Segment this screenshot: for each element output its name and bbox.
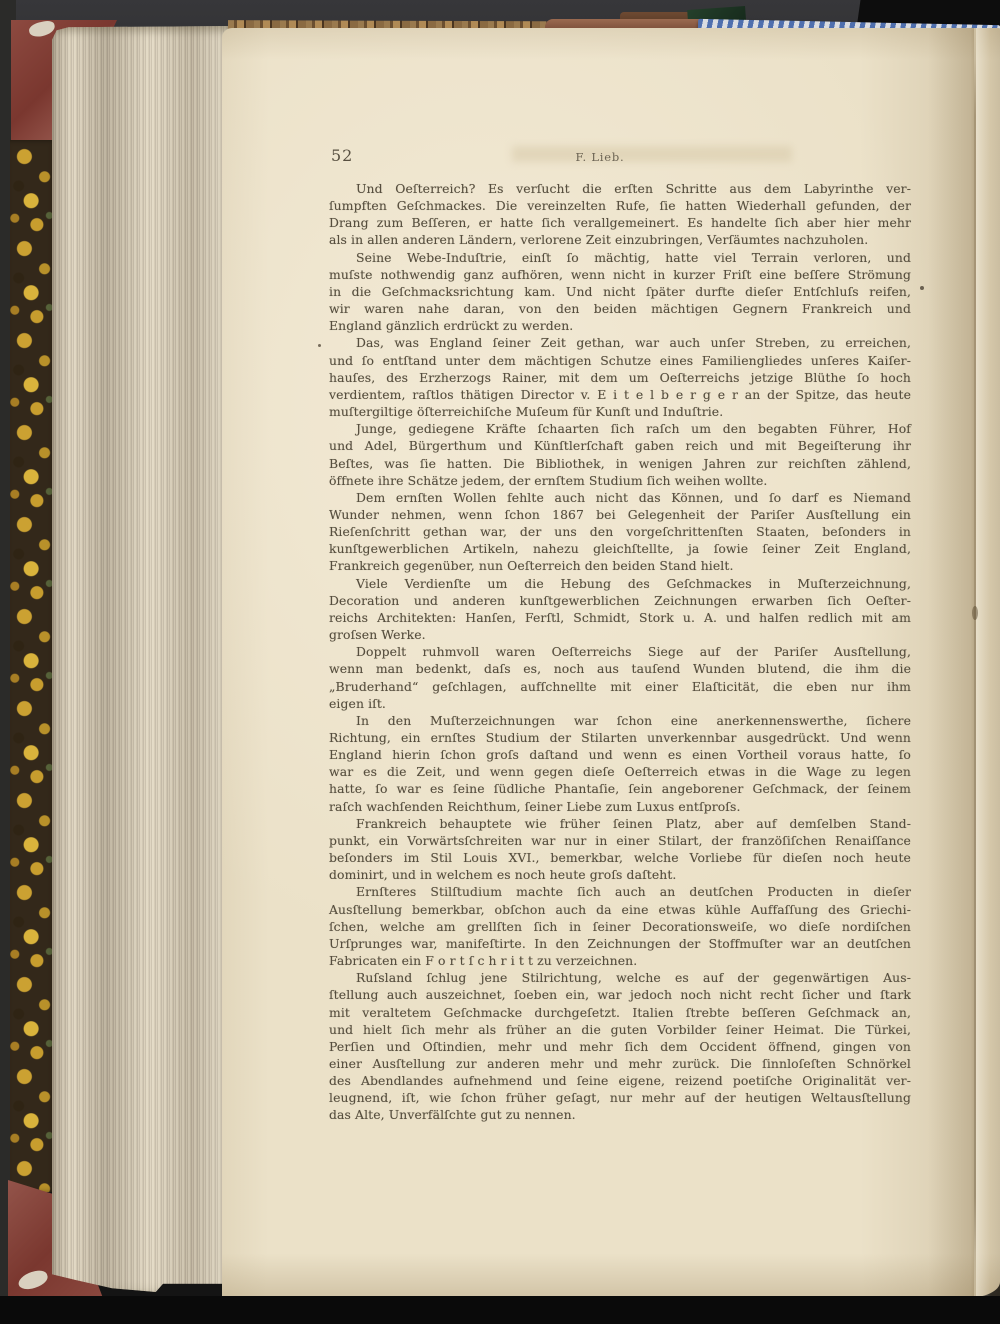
text-line: Das, was England ſeiner Zeit gethan, war auch unſer Streben, zu erreichen, bbox=[356, 335, 911, 351]
text-line: Und Oeſterreich? Es verſucht die erſten Schritte aus dem Labyrinthe ver- bbox=[356, 181, 911, 196]
page-surface bbox=[222, 28, 1000, 1298]
text-line: Viele Verdienſte um die Hebung des Geſchmackes in Muſterzeichnung, bbox=[356, 575, 911, 591]
text-line: Ernſteres Stilſtudium machte ſich auch an deutſchen Producten in dieſer bbox=[356, 884, 911, 900]
text-line: muſtergiltige öſterreichiſche Muſeum für Kunſt und Induſtrie. bbox=[329, 404, 724, 420]
text-line: war es die Zeit, und wenn gegen dieſe Oeſterreich etwas in die Wage zu legen bbox=[329, 764, 911, 780]
text-line: Dem ernſten Wollen fehlte auch nicht das Können, und ſo darf es Niemand bbox=[356, 489, 911, 505]
ink-speck bbox=[920, 286, 924, 290]
text-line: kunſtgewerblichen Artikeln, nahezu gleichſtellte, ja ſowie ſeiner Zeit England, bbox=[329, 541, 911, 557]
text-line: öffnete ihre Schätze jedem, der ernſtem Studium ſich weihen wollte. bbox=[329, 472, 768, 488]
text-line: und hielt ſich mehr als früher an die guten Vorbilder ſeiner Heimat. Die Türkei, bbox=[329, 1021, 911, 1037]
text-line: hauſes, des Erzherzogs Rainer, mit dem um Oeſterreichs jetzige Blüthe ſo hoch bbox=[329, 369, 911, 385]
text-line: und Adel, Bürgerthum und Künſtlerſchaft gaben reich und mit Begeiſterung ihr bbox=[329, 438, 911, 454]
text-line: in die Geſchmacksrichtung kam. Und nicht ſpäter durfte dieſer Entſchluſs reifen, bbox=[329, 283, 911, 299]
text-line: reichs Architekten: Hanſen, Ferſtl, Schmidt, Stork u. A. und halfen redlich mit am bbox=[329, 609, 911, 625]
text-line: raſch wachſenden Reichthum, ſeiner Liebe zum Luxus entſproſs. bbox=[329, 798, 741, 814]
marbled-cover-edge bbox=[10, 140, 58, 1192]
text-line: Wunder nehmen, wenn ſchon 1867 bei Gelegenheit der Pariſer Ausſtellung ein bbox=[329, 506, 911, 522]
text-line: mit veraltetem Geſchmacke durchgeſetzt. Italien ſtrebte beſſeren Geſchmack an, bbox=[329, 1004, 911, 1020]
paragraph bbox=[329, 249, 911, 335]
text-line: groſsen Werke. bbox=[329, 627, 426, 643]
text-line: und ſo entſtand unter dem mächtigen Schutze eines Familiengliedes unſeres Kaiſer- bbox=[329, 352, 911, 368]
text-line: Urſprunges war, manifeſtirte. In den Zeichnungen der Stoffmuſter war an deutſchen bbox=[329, 935, 911, 951]
text-line: dominirt, und in welchem es noch heute groſs daſteht. bbox=[329, 867, 677, 883]
paragraph bbox=[329, 180, 911, 249]
paragraph bbox=[329, 643, 911, 712]
text-line: Richtung, ein ernſtes Studium der Stilarten unverkennbar ausgedrückt. Und wenn bbox=[329, 730, 911, 745]
gutter-right-page-edge bbox=[976, 28, 1000, 1298]
text-line: Decoration und anderen kunſtgewerblichen Zeichnungen erwarben ſich Oeſter- bbox=[329, 592, 911, 608]
text-line: Doppelt ruhmvoll waren Oeſterreichs Siege auf der Pariſer Ausſtellung, bbox=[356, 644, 911, 660]
paragraph bbox=[329, 334, 911, 420]
text-line: wenn man bedenkt, daſs es, noch aus tauſend Wunden blutend, die ihm die bbox=[329, 661, 911, 677]
text-line: Junge, gediegene Kräfte ſchaarten ſich raſch um den begabten Führer, Hof bbox=[356, 421, 911, 437]
text-block bbox=[329, 180, 911, 1124]
text-line: hatte, ſo war es ſeine ſüdliche Phantaſie, ſein angeborener Geſchmack, der ſeinem bbox=[329, 781, 911, 797]
paragraph bbox=[329, 969, 911, 1123]
text-line: ſumpften Geſchmackes. Die vereinzelten Rufe, ſie hatten Wiederhall gefunden, der bbox=[329, 198, 911, 214]
text-line: ſchen, welche am grellſten ſich in ſeiner Decorationsweiſe, wo dieſe nordiſchen bbox=[329, 918, 911, 934]
running-header: F. Lieb. bbox=[575, 150, 625, 164]
text-line: als in allen anderen Ländern, verlorene Zeit einzubringen, Verſäumtes nachzuholen. bbox=[329, 232, 869, 248]
text-line: ſtellung auch auszeichnet, ſoeben ein, war jedoch noch nicht recht ſicher und ſtark bbox=[329, 987, 911, 1003]
text-line: Frankreich gegenüber, nun Oeſterreich den beiden Stand hielt. bbox=[329, 558, 734, 574]
page-flaw-speck bbox=[972, 606, 978, 620]
paragraph bbox=[329, 489, 911, 575]
text-line: „Bruderhand“ geſchlagen, aufſchnellte mit einer Elaſticität, die eben nur ihm bbox=[329, 678, 911, 694]
text-line: In den Muſterzeichnungen war ſchon eine anerkennenswerthe, ſichere bbox=[356, 712, 911, 728]
text-line: eigen iſt. bbox=[329, 695, 386, 711]
backdrop-bottom bbox=[0, 1296, 1000, 1324]
text-line: beſonders im Stil Louis XVI., bemerkbar, welche Vorliebe für dieſen noch heute bbox=[329, 850, 911, 866]
paragraph bbox=[329, 420, 911, 489]
text-line: verdientem, raſtlos thätigen Director v. E i t e l b e r g e r an der Spitze, das heute bbox=[329, 386, 911, 402]
text-line: Rieſenſchritt gethan war, der uns den vorgeſchrittenſten Staaten, beſonders in bbox=[329, 524, 911, 540]
paragraph bbox=[329, 575, 911, 644]
paragraph bbox=[329, 712, 911, 815]
gutter-crease bbox=[974, 28, 976, 1298]
text-line: England gänzlich erdrückt zu werden. bbox=[329, 318, 574, 334]
paragraph bbox=[329, 815, 911, 884]
gutter-shading bbox=[928, 28, 974, 1298]
text-line: einer Ausſtellung zur anderen mehr und mehr zurück. Die ſinnloſeſten Schnörkel bbox=[329, 1055, 911, 1071]
text-line: Ausſtellung bemerkbar, obſchon auch da eine etwas kühle Auffaſſung des Griechi- bbox=[329, 901, 911, 917]
text-line: Drang zum Beſſeren, er hatte ſich verallgemeinert. Es handelte ſich aber hier mehr bbox=[329, 215, 911, 231]
text-line: Seine Webe-Induſtrie, einſt ſo mächtig, hatte viel Terrain verloren, und bbox=[356, 249, 911, 265]
ink-speck bbox=[318, 344, 321, 347]
fanned-page-edges bbox=[52, 26, 234, 1292]
text-line: Frankreich behauptete wie früher ſeinen Platz, aber auf demſelben Stand- bbox=[356, 815, 911, 831]
text-line: leugnend, iſt, wie ſchon früher geſagt, nur mehr auf der heutigen Weltausſtellung bbox=[329, 1090, 911, 1106]
paragraph bbox=[329, 883, 911, 969]
page-number: 52 bbox=[331, 146, 354, 165]
text-line: wir waren nahe daran, von den beiden mächtigen Gegnern Frankreich und bbox=[329, 301, 911, 317]
text-line: das Alte, Unverfälſchte gut zu nennen. bbox=[329, 1107, 576, 1123]
text-line: England hierin ſchon groſs daſtand und wenn es einen Vortheil voraus hatte, ſo bbox=[329, 747, 911, 763]
text-line: Ruſsland ſchlug jene Stilrichtung, welche es auf der gegenwärtigen Aus- bbox=[356, 970, 911, 986]
page-header bbox=[329, 146, 911, 168]
text-line: Fabricaten ein F o r t ſ c h r i t t zu verzeichnen. bbox=[329, 953, 638, 969]
text-line: des Abendlandes aufnehmend und ſeine eigene, reizend poetiſche Originalität ver- bbox=[329, 1073, 911, 1089]
text-line: punkt, ein Vorwärtsſchreiten war nur in einer Stilart, der franzöſiſchen Renaiſſance bbox=[329, 832, 911, 848]
text-line: Beſtes, was ſie hatten. Die Bibliothek, in wenigen Jahren zur reichſten zählend, bbox=[329, 455, 911, 471]
text-line: Perſien und Oſtindien, mehr und mehr ſich dem Occident öffnend, gingen von bbox=[329, 1038, 911, 1054]
text-line: muſste nothwendig ganz aufhören, wenn nicht in kurzer Friſt eine beſſere Strömung bbox=[329, 266, 911, 282]
